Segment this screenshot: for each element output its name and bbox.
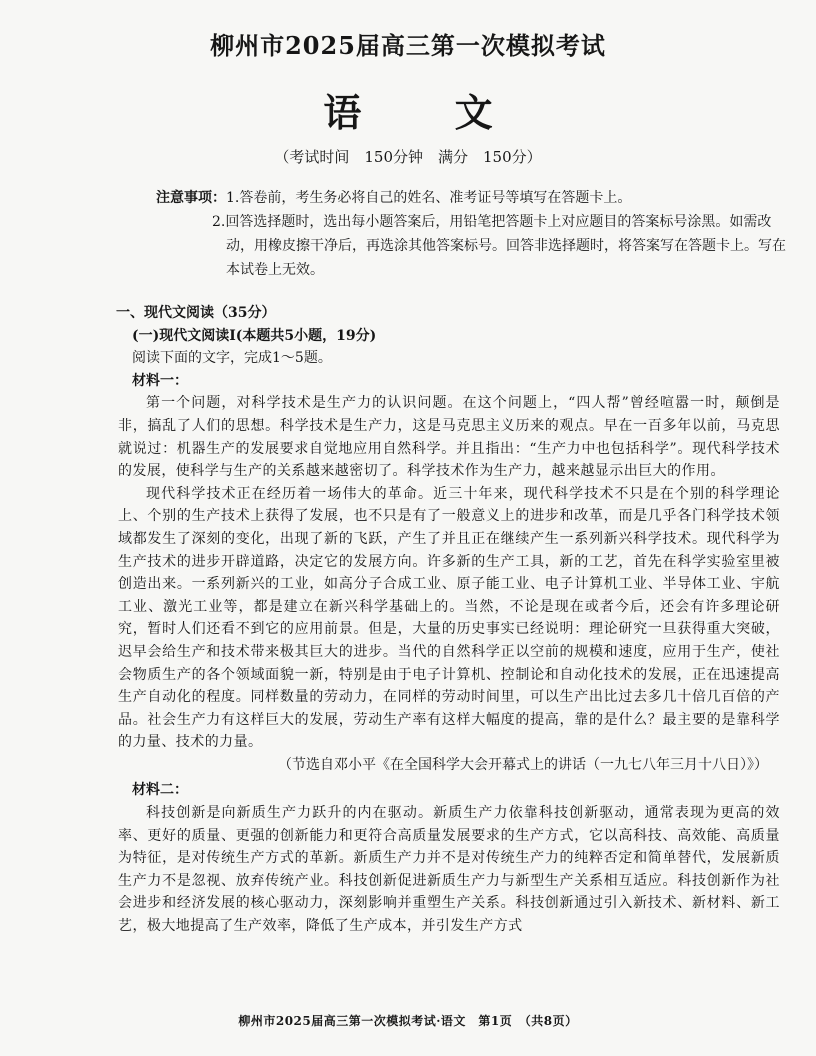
material-2-paragraph-1: 科技创新是向新质生产力跃升的内在驱动。新质生产力依靠科技创新驱动，通常表现为更高的效率、更好的质量、更强的创新能力和更符合高质量发展要求的生产方式，它以高科技、高效能、高质量为特征，是对传统生产方式的革新。新质生产力并不是对传统生产力的纯粹否定和简单替代，发展新质生产力不是忽视、放弃传统产业。科技创新促进新质生产力与新型生产关系相互适应。科技创新作为社会进步和经济发展的核心驱动力，深刻影响并重塑生产关系。科技创新通过引入新技术、新材料、新工艺，极大地提高了生产效率，降低了生产成本，并引发生产方式	[118, 805, 780, 935]
material-1-source: （节选自邓小平《在全国科学大会开幕式上的讲话（一九七八年三月十八日）》）	[278, 756, 768, 773]
exam-title: 柳州市2025届高三第一次模拟考试	[210, 31, 606, 60]
material-1-paragraph-1: 第一个问题，对科学技术是生产力的认识问题。在这个问题上，“四人帮”曾经喧嚣一时，颠倒是非，搞乱了人们的思想。科学技术是生产力，这是马克思主义历来的观点。早在一百多年以前，马克思就说过：机器生产的发展要求自觉地应用自然科学。并且指出：“生产力中也包括科学”。现代科学技术的发展，使科学与生产的关系越来越密切了。科学技术作为生产力，越来越显示出巨大的作用。	[118, 395, 780, 480]
notice-item-2-text: 2.回答选择题时，选出每小题答案后，用铅笔把答题卡上对应题目的答案标号涂黑。如需改动，用橡皮擦干净后，再选涂其他答案标号。回答非选择题时，将答案写在答题卡上。写在本试卷上无效。	[212, 214, 786, 278]
material-1-label: 材料一：	[132, 372, 188, 389]
material-2-label: 材料二：	[132, 782, 188, 799]
exam-info: （考试时间 150分钟 满分 150分）	[274, 148, 542, 166]
main-content	[118, 302, 780, 938]
notice-item-1-text: 1.答卷前，考生务必将自己的姓名、准考证号等填写在答题卡上。	[226, 190, 632, 206]
section-heading: 一、现代文阅读（35分）	[116, 305, 276, 321]
subject-title: 语 文	[323, 90, 533, 135]
notice-item-1	[156, 186, 796, 210]
reading-instruction: 阅读下面的文字，完成1～5题。	[132, 350, 332, 367]
subsection-heading: (一)现代文阅读Ⅰ(本题共5小题，19分)	[132, 327, 377, 344]
material-1-paragraph-2: 现代科学技术正在经历着一场伟大的革命。近三十年来，现代科学技术不只是在个别的科学理论上、个别的生产技术上获得了发展，也不只是有了一般意义上的进步和改革，而是几乎各门科学技术领域都发生了深刻的变化，出现了新的飞跃，产生了并且正在继续产生一系列新兴科学技术。现代科学为生产技术的进步开辟道路，决定它的发展方向。许多新的生产工具，新的工艺，首先在科学实验室里被创造出来。一系列新兴的工业，如高分子合成工业、原子能工业、电子计算机工业、半导体工业、宇航工业、激光工业等，都是建立在新兴科学基础上的。当然，不论是现在或者今后，还会有许多理论研究，暂时人们还看不到它的应用前景。但是，大量的历史事实已经说明：理论研究一旦获得重大突破，迟早会给生产和技术带来极其巨大的进步。当代的自然科学正以空前的规模和速度，应用于生产，使社会物质生产的各个领域面貌一新，特别是由于电子计算机、控制论和自动化技术的发展，正在迅速提高生产自动化的程度。同样数量的劳动力，在同样的劳动时间里，可以生产出比过去多几十倍几百倍的产品。社会生产力有这样巨大的发展，劳动生产率有这样大幅度的提高，靠的是什么？最主要的是靠科学的力量、技术的力量。	[118, 485, 780, 751]
notice-label: 注意事项：	[156, 190, 226, 206]
notice-item-2	[156, 210, 796, 282]
page-footer: 柳州市2025届高三第一次模拟考试·语文 第1页 （共8页）	[238, 1014, 578, 1028]
notice-block	[156, 186, 796, 282]
